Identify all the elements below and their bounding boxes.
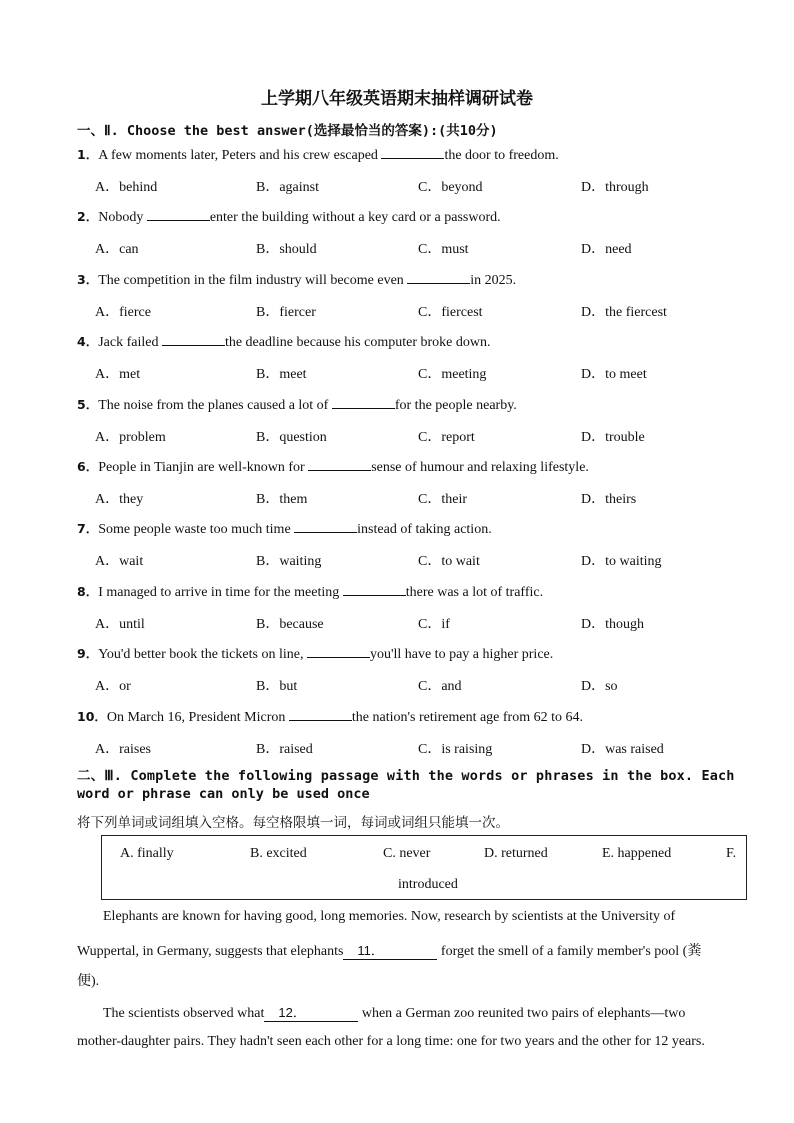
word-option-b: B. excited: [250, 846, 307, 861]
question-5: [77, 395, 517, 414]
question-text: Some people waste too much time: [98, 522, 295, 538]
question-3: [77, 270, 516, 289]
passage-text: Wuppertal, in Germany, suggests that elephants: [77, 944, 344, 959]
word-option-f-label: F.: [726, 846, 737, 861]
question-2: [77, 207, 501, 226]
section-1-heading: 一、Ⅱ. Choose the best answer(选择最恰当的答案):(共10分): [77, 123, 498, 139]
answer-option-d[interactable]: D．the fiercest: [581, 304, 667, 320]
question-8: [77, 582, 543, 601]
word-option-f: introduced: [398, 877, 458, 892]
question-number: 10．: [77, 708, 107, 724]
answer-option-a[interactable]: A．met: [95, 367, 141, 383]
answer-blank[interactable]: [294, 521, 357, 533]
question-text: The competition in the film industry will become even: [98, 272, 408, 288]
question-text: there was a lot of traffic.: [405, 584, 544, 600]
answer-option-d[interactable]: D．though: [581, 616, 644, 632]
answer-option-a[interactable]: A．can: [95, 242, 139, 258]
answer-option-b[interactable]: B．raised: [256, 741, 313, 757]
word-option-a: A. finally: [120, 846, 174, 861]
question-text: enter the building without a key card or a password.: [209, 210, 501, 226]
question-text: The noise from the planes caused a lot of: [98, 397, 332, 413]
answer-blank[interactable]: [147, 209, 210, 221]
question-text: I managed to arrive in time for the meeting: [98, 584, 343, 600]
question-number: 9．: [77, 646, 99, 662]
answer-option-d[interactable]: D．need: [581, 242, 632, 258]
question-text: the nation's retirement age from 62 to 64.: [351, 709, 583, 725]
answer-option-d[interactable]: D．through: [581, 180, 649, 195]
answer-option-a[interactable]: A．behind: [95, 180, 158, 195]
question-number: 4．: [77, 334, 99, 350]
answer-blank[interactable]: [307, 646, 370, 658]
word-option-d: D. returned: [484, 846, 548, 861]
question-text: Nobody: [98, 210, 147, 226]
word-box: [101, 835, 747, 900]
question-text: the door to freedom.: [444, 148, 559, 163]
exam-title: 上学期八年级英语期末抽样调研试卷: [261, 89, 533, 109]
question-text: A few moments later, Peters and his crew escaped: [98, 148, 382, 163]
answer-option-d[interactable]: D．theirs: [581, 492, 637, 507]
answer-option-a[interactable]: A．fierce: [95, 304, 151, 320]
passage-text: forget the smell of a family member's pool (粪: [437, 944, 702, 959]
answer-blank-11[interactable]: 11．: [343, 940, 437, 960]
question-text: the deadline because his computer broke down.: [224, 335, 491, 351]
answer-option-c[interactable]: C．fiercest: [418, 304, 483, 320]
answer-blank[interactable]: [332, 397, 395, 409]
question-text: you'll have to pay a higher price.: [369, 647, 554, 663]
answer-option-c[interactable]: C．their: [418, 492, 467, 507]
question-10: [77, 707, 583, 726]
answer-option-d[interactable]: D．trouble: [581, 429, 645, 445]
question-number: 2．: [77, 209, 99, 225]
question-text: On March 16, President Micron: [106, 709, 289, 725]
answer-blank[interactable]: [162, 334, 225, 346]
answer-option-a[interactable]: A．or: [95, 679, 131, 695]
answer-option-b[interactable]: B．but: [256, 679, 298, 695]
answer-option-d[interactable]: D．was raised: [581, 741, 664, 757]
word-option-c: C. never: [383, 846, 431, 861]
question-7: [77, 519, 492, 538]
passage-line-1: Elephants are known for having good, long memories. Now, research by scientists at the University of: [103, 909, 676, 924]
question-text: sense of humour and relaxing lifestyle.: [371, 460, 589, 475]
question-4: [77, 332, 490, 351]
question-number: 8．: [77, 583, 99, 599]
answer-option-c[interactable]: C．report: [418, 429, 475, 445]
question-number: 3．: [77, 271, 99, 287]
answer-option-a[interactable]: A．wait: [95, 554, 144, 570]
answer-option-c[interactable]: C．and: [418, 679, 462, 695]
question-9: [77, 644, 553, 663]
answer-option-c[interactable]: C．if: [418, 616, 450, 632]
question-text: People in Tianjin are well-known for: [98, 460, 309, 475]
answer-option-b[interactable]: B．because: [256, 616, 324, 632]
passage-line-3: 便).: [77, 974, 100, 989]
question-text: instead of taking action.: [357, 522, 492, 538]
question-6: [77, 457, 589, 476]
passage-text: when a German zoo reunited two pairs of elephants—two: [358, 1006, 686, 1021]
answer-option-b[interactable]: B．against: [256, 180, 319, 195]
answer-blank[interactable]: [289, 709, 352, 721]
answer-option-b[interactable]: B．should: [256, 242, 317, 258]
answer-blank[interactable]: [343, 584, 406, 596]
section-2-instructions: 将下列单词或词组填入空格。每空格限填一词，每词或词组只能填一次。: [77, 815, 509, 831]
question-number: 5．: [77, 396, 99, 412]
answer-option-b[interactable]: B．fiercer: [256, 304, 316, 320]
answer-option-c[interactable]: C．is raising: [418, 741, 493, 757]
passage-line-4: [103, 1002, 685, 1022]
question-1: [77, 145, 559, 164]
question-text: You'd better book the tickets on line,: [98, 647, 307, 663]
section-2-heading-line2: word or phrase can only be used once: [77, 786, 370, 802]
question-number: 6．: [77, 459, 99, 474]
passage-line-2: [77, 940, 701, 960]
question-text: in 2025.: [470, 272, 517, 288]
answer-option-b[interactable]: B．meet: [256, 367, 307, 383]
answer-option-d[interactable]: D．so: [581, 679, 618, 695]
question-text: for the people nearby.: [394, 397, 517, 413]
answer-option-a[interactable]: A．raises: [95, 741, 151, 757]
passage-text: The scientists observed what: [103, 1006, 265, 1021]
answer-blank[interactable]: [381, 147, 444, 159]
answer-option-a[interactable]: A．until: [95, 616, 145, 632]
answer-option-a[interactable]: A．problem: [95, 429, 166, 445]
answer-option-c[interactable]: C．to wait: [418, 554, 480, 570]
answer-option-c[interactable]: C．must: [418, 242, 469, 258]
answer-option-c[interactable]: C．meeting: [418, 367, 487, 383]
answer-option-d[interactable]: D．to meet: [581, 367, 647, 383]
answer-option-a[interactable]: A．they: [95, 492, 144, 507]
answer-blank[interactable]: [407, 272, 470, 284]
question-text: Jack failed: [98, 335, 162, 351]
word-option-e: E. happened: [602, 846, 672, 861]
answer-blank-12[interactable]: 12．: [264, 1002, 358, 1022]
answer-blank[interactable]: [308, 459, 371, 471]
answer-option-b[interactable]: B．question: [256, 429, 327, 445]
question-number: 1．: [77, 147, 99, 162]
passage-line-5: mother-daughter pairs. They hadn't seen each other for a long time: one for two years and the other for 12 years.: [77, 1034, 705, 1049]
answer-option-d[interactable]: D．to waiting: [581, 554, 662, 570]
section-2-heading-line1: 二、Ⅲ. Complete the following passage with the words or phrases in the box. Each: [77, 768, 735, 784]
question-number: 7．: [77, 521, 99, 537]
answer-option-c[interactable]: C．beyond: [418, 180, 483, 195]
answer-option-b[interactable]: B．waiting: [256, 554, 322, 570]
answer-option-b[interactable]: B．them: [256, 492, 308, 507]
